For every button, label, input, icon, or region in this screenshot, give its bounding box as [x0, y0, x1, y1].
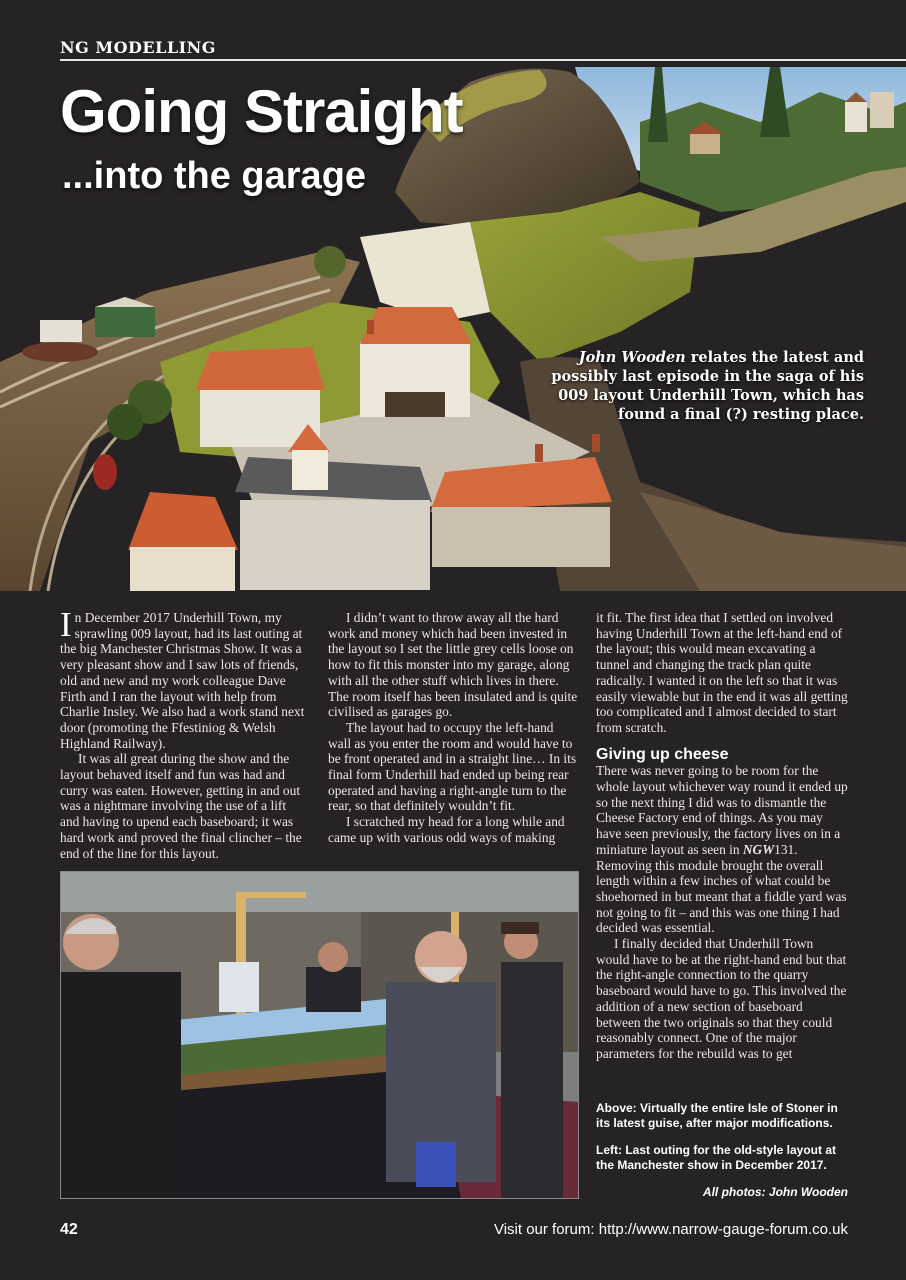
col3-para-2b: 131. Removing this module brought the overall length within a few inches of what could be shoehorned in but meant that a fiddle yard was not going to fit – and this was one thing I had decided was essential. [596, 841, 847, 936]
body-column-3 [596, 610, 848, 1062]
col3-para-1: it fit. The first idea that I settled on involved having Underhill Town at the left-hand end of the layout; this would mean excavating a tunnel and changing the track plan quite radically. I wanted it on the left so that it was easily viewable but in the end it was all getting too complicated and I almost decided to start from scratch. [596, 610, 848, 735]
header-rule [60, 59, 906, 61]
caption-above: Above: Virtually the entire Isle of Stoner in its latest guise, after major modifications. [596, 1101, 838, 1130]
article-subtitle: ...into the garage [62, 155, 367, 197]
body-column-2 [328, 610, 578, 846]
col2-para-3: I scratched my head for a long while and came up with various odd ways of making [328, 814, 565, 845]
col1-para-1 [60, 605, 308, 751]
article-intro [544, 348, 864, 424]
col2-para-2: The layout had to occupy the left-hand wall as you enter the room and would have to be front operated and in a straight line… In its final form Underhill had ended up being rear operated and having a right-angle turn to the rear, so that definitely wouldn’t fit. [328, 719, 577, 814]
ngw-reference: NGW [742, 841, 775, 857]
body-column-1 [60, 605, 308, 861]
col3-para-2a: There was never going to be room for the whole layout whichever way round it ended up so the next thing I did was to dismantle the Cheese Factory end of things. As you may have seen previously, the factory lives on in a miniature layout as seen in [596, 763, 848, 857]
col2-para-1: I didn’t want to throw away all the hard work and money which had been invested in the layout so I set the little grey cells loose on how to fit this monster into my garage, along with all the other stuff which lives in there. The room itself has been insulated and is quite civilised as garages go. [328, 610, 578, 720]
drop-cap: I [60, 605, 72, 644]
intro-text: relates the latest and possibly last episode in the saga of his 009 layout Underhill Town, which has found a final (?) resting place. [551, 349, 864, 423]
forum-link[interactable]: Visit our forum: http://www.narrow-gauge-forum.co.uk [493, 1221, 848, 1238]
manchester-show-photo [60, 871, 579, 1199]
col3-para-2 [596, 763, 848, 936]
section-header: NG MODELLING [60, 38, 216, 57]
caption-left: Left: Last outing for the old-style layout at the Manchester show in December 2017. [596, 1143, 836, 1172]
col1-para-2: It was all great during the show and the layout behaved itself and fun was had and curry was eaten. However, getting in and out was a nightmare involving the use of a lift and having to upend each baseboard; it was hard work and proved the final clincher – the end of the line for this layout. [60, 751, 302, 861]
intro-author: John Wooden [578, 349, 686, 366]
col1-para-1-text: n December 2017 Underhill Town, my sprawling 009 layout, had its last outing at the big Manchester Christmas Show. It was a very pleasant show and I saw lots of friends, old and new and my work colleague Dave Firth and I ran the layout with help from Charlie Insley. We also had a work stand next door (promoting the Ffestiniog & Welsh Highland Railway). [60, 610, 305, 751]
photo-credit: All photos: John Wooden [702, 1185, 848, 1199]
page-number: 42 [60, 1221, 78, 1238]
subhead-giving-up-cheese: Giving up cheese [596, 745, 729, 763]
col3-para-3: I finally decided that Underhill Town would have to be at the right-hand end but that the right-angle connection to the quarry baseboard would have to go. This involved the addition of a new section of baseboard between the two originals so that they could reasonably connect. One of the major parameters for the rebuild was to get [596, 936, 847, 1061]
article-title: Going Straight [60, 78, 463, 145]
